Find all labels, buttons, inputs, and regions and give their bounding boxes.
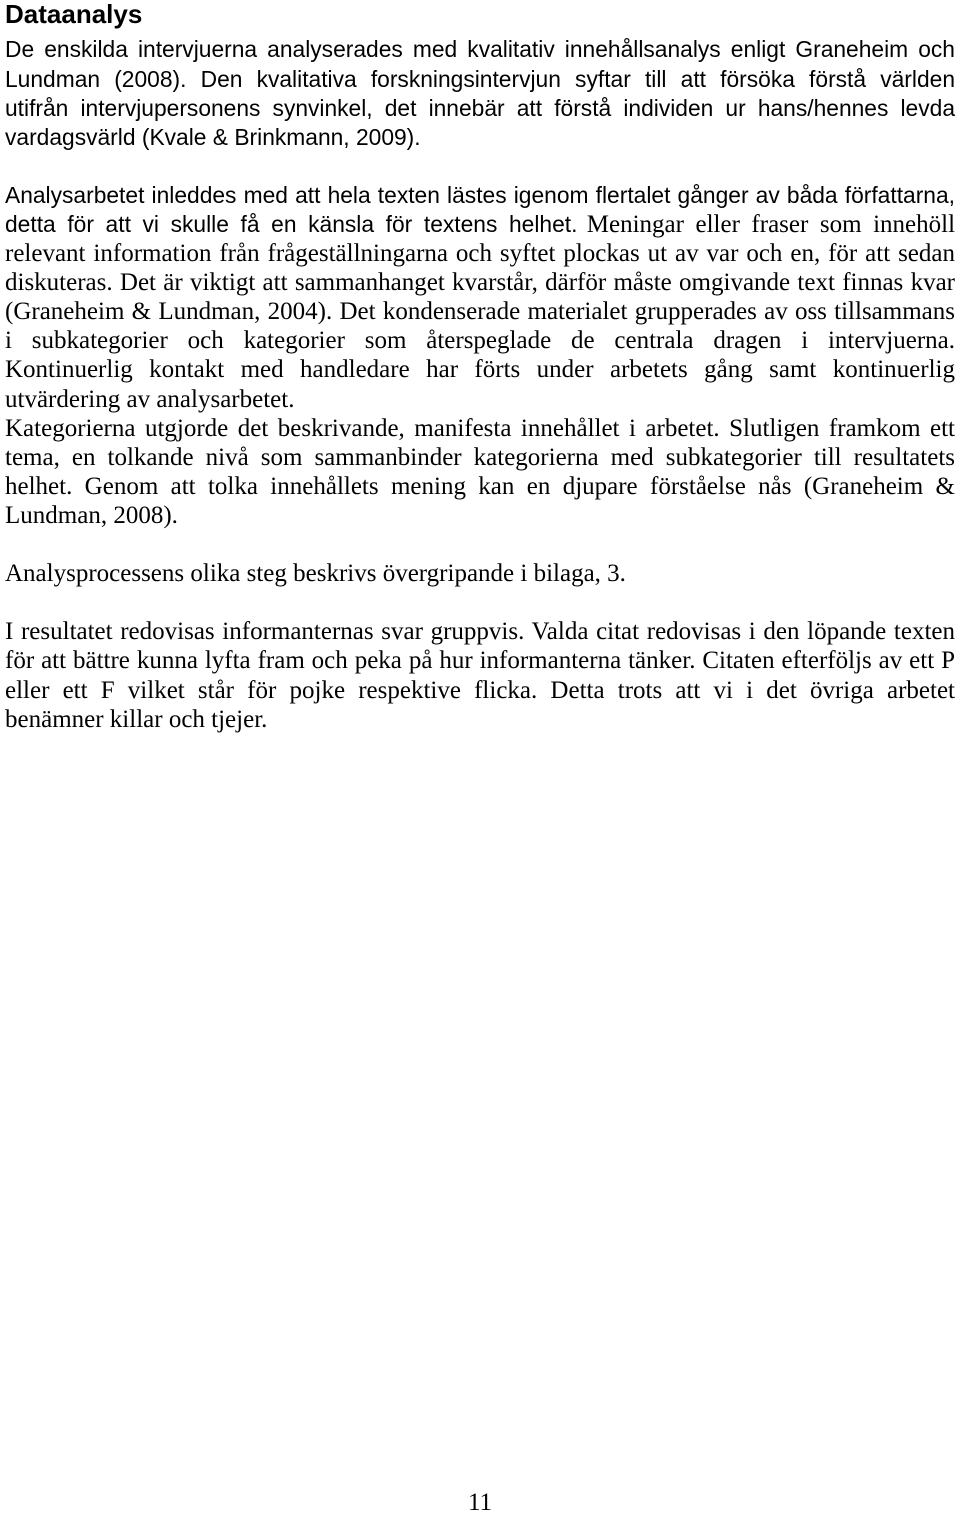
- paragraph: [5, 617, 955, 733]
- text-line: tema, en tolkande nivå som sammanbinder kategorierna med subkategorier till resultatets: [5, 443, 955, 471]
- text-line: De enskilda intervjuerna analyserades med kvalitativ innehållsanalys enligt Graneheim och: [5, 36, 955, 63]
- text-line: utifrån intervjupersonens synvinkel, det innebär att förstå individen ur hans/hennes levda: [5, 94, 955, 121]
- page-number: 11: [467, 1489, 493, 1513]
- text-line: [5, 210, 955, 239]
- text-line: Kategorierna utgjorde det beskrivande, manifesta innehållet i arbetet. Slutligen framkom ett: [5, 414, 955, 442]
- document-body: [5, 35, 955, 762]
- text-line: Analysarbetet inleddes med att hela texten lästes igenom flertalet gånger av båda författarna,: [5, 181, 955, 208]
- paragraph: [5, 414, 955, 530]
- text-line: i subkategorier och kategorier som återspeglade de centrala dragen i intervjuerna.: [5, 327, 955, 355]
- text-segment: detta för att vi skulle få en känsla för textens helhet.: [5, 211, 578, 237]
- text-line: eller ett F vilket står för pojke respektive flicka. Detta trots att vi i det övriga arbetet: [5, 676, 955, 704]
- text-line: Lundman, 2008).: [5, 501, 178, 529]
- text-line: diskuteras. Det är viktigt att sammanhanget kvarstår, därför måste omgivande text finnas kvar: [5, 269, 955, 297]
- text-line: benämner killar och tjejer.: [5, 705, 268, 733]
- text-line: helhet. Genom att tolka innehållets mening kan en djupare förståelse nås (Graneheim &: [5, 472, 955, 500]
- text-line: Analysprocessens olika steg beskrivs övergripande i bilaga, 3.: [5, 560, 626, 588]
- text-line: relevant information från frågeställningarna och syftet plockas ut av var och en, för att sedan: [5, 240, 955, 268]
- text-line: (Graneheim & Lundman, 2004). Det kondenserade materialet grupperades av oss tillsammans: [5, 298, 955, 326]
- text-segment: Meningar eller fraser som innehöll: [586, 211, 956, 238]
- text-line: Lundman (2008). Den kvalitativa forskningsintervjun syftar till att försöka förstå världen: [5, 65, 955, 92]
- paragraph: [5, 35, 955, 151]
- text-line: för att bättre kunna lyfta fram och peka på hur informanterna tänker. Citaten efterföljs av ett P: [5, 647, 955, 675]
- text-line: vardagsvärld (Kvale & Brinkmann, 2009).: [5, 123, 421, 150]
- text-line: Kontinuerlig kontakt med handledare har förts under arbetets gång samt kontinuerlig: [5, 356, 955, 384]
- paragraph: [5, 181, 955, 414]
- text-line: utvärdering av analysarbetet.: [5, 385, 295, 413]
- paragraph: [5, 559, 955, 588]
- text-line: I resultatet redovisas informanternas svar gruppvis. Valda citat redovisas i den löpande texten: [5, 618, 955, 646]
- section-heading: Dataanalys: [5, 0, 143, 29]
